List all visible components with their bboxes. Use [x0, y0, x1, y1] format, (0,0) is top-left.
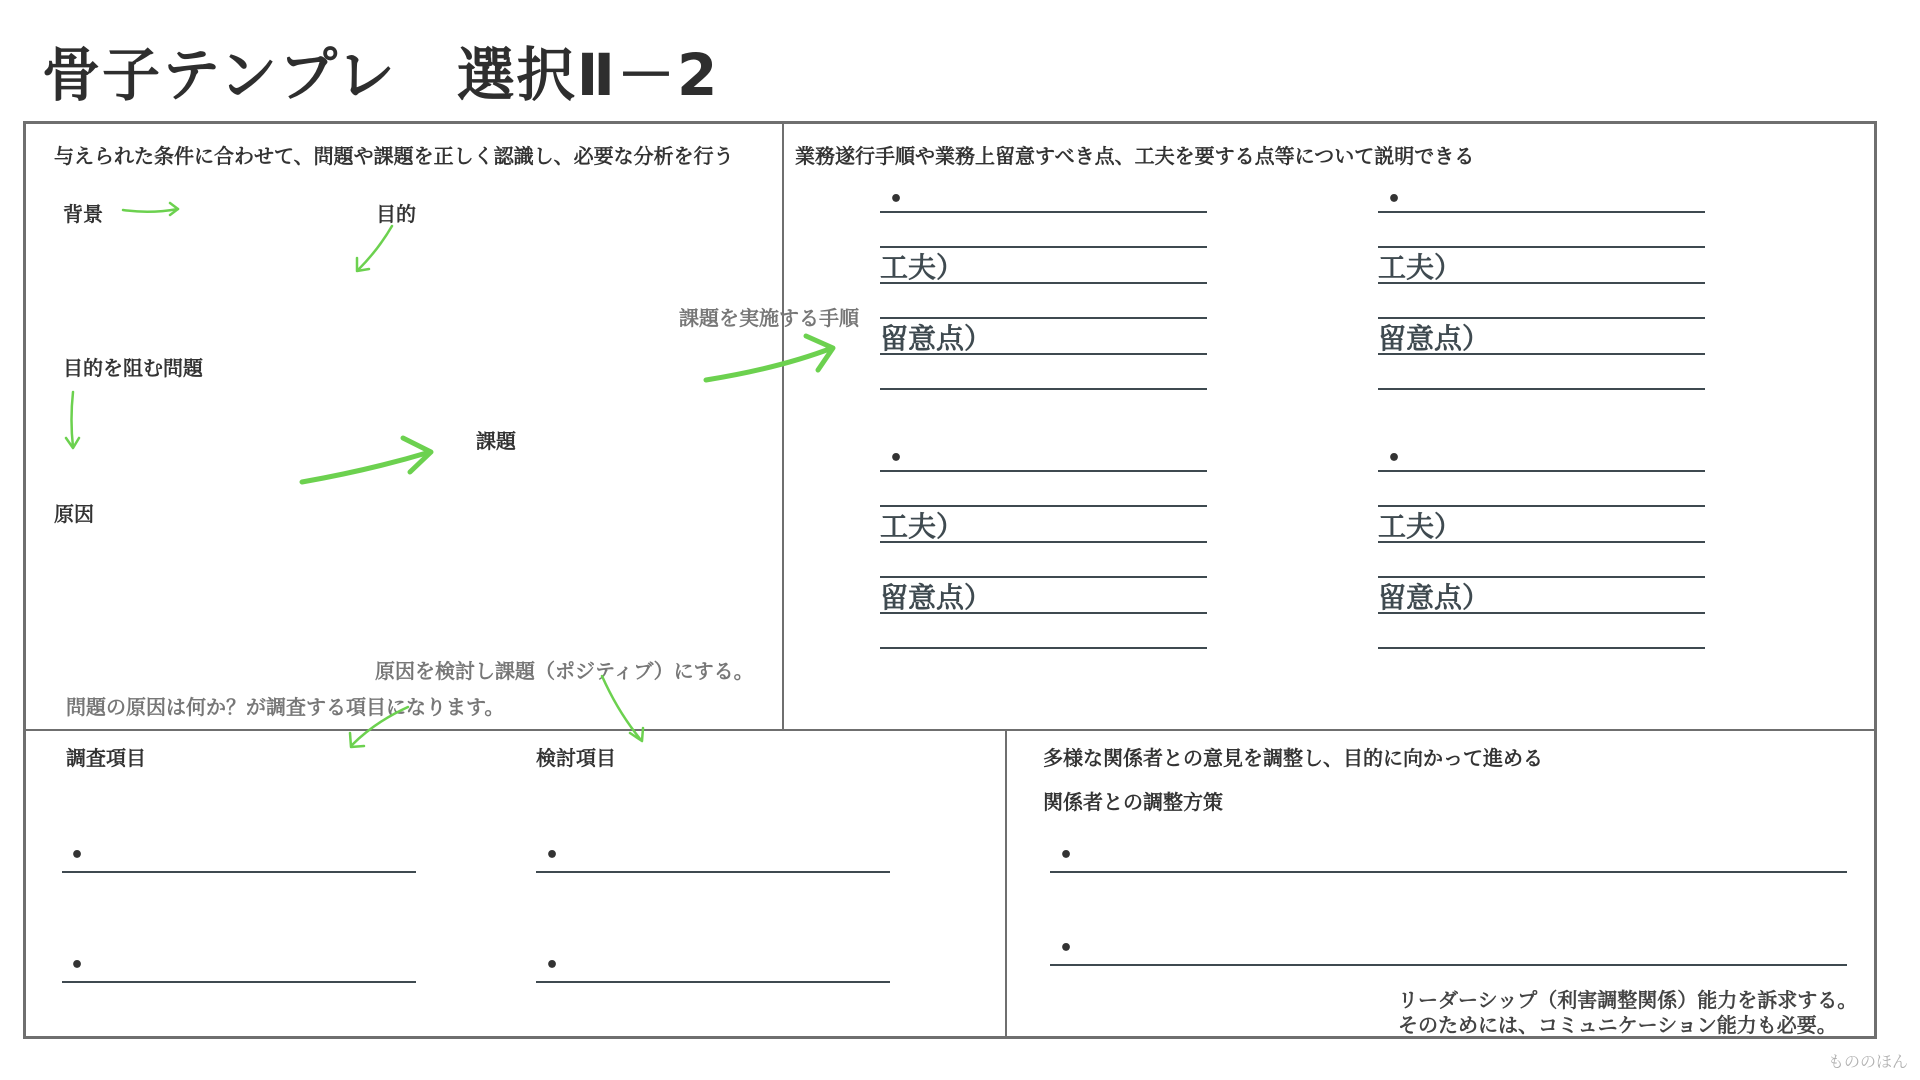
- procedure-block-4-ryuiten: 留意点）: [1378, 581, 1491, 614]
- investigation-bullet-1: •: [70, 843, 85, 868]
- procedure-block-4-line-2: [1378, 505, 1705, 507]
- procedure-block-3-line-6: [880, 647, 1207, 649]
- coordination-line-1: [1050, 871, 1847, 873]
- examination-bullet-2: •: [545, 953, 560, 978]
- procedure-block-4-line-5: [1378, 612, 1705, 614]
- procedure-block-1-kufu: 工夫）: [880, 251, 965, 284]
- examination-bullet-1: •: [545, 843, 560, 868]
- cause-to-issue-note: 原因を検討し課題（ポジティブ）にする。: [375, 659, 754, 683]
- coordination-line-2: [1050, 964, 1847, 966]
- procedure-block-3-line-3: [880, 541, 1207, 543]
- investigation-note: 問題の原因は何か？が調査する項目になります。: [66, 695, 505, 719]
- issue-procedure-note: 課題を実施する手順: [679, 306, 859, 330]
- procedure-block-1-line-2: [880, 246, 1207, 248]
- procedure-block-3-line-4: [880, 576, 1207, 578]
- procedure-block-2-line-6: [1378, 388, 1705, 390]
- procedure-block-2-ryuiten: 留意点）: [1378, 322, 1491, 355]
- procedure-block-1-line-3: [880, 282, 1207, 284]
- coordination-bullet-1: •: [1059, 843, 1074, 868]
- purpose-label: 目的: [376, 202, 416, 226]
- investigation-line-2: [62, 981, 416, 983]
- procedure-block-2-line-2: [1378, 246, 1705, 248]
- examination-label: 検討項目: [536, 746, 616, 770]
- procedure-block-3-line-1: [880, 470, 1207, 472]
- coordination-note-line-2: そのためには、コミュニケーション能力も必要。: [1398, 1013, 1837, 1037]
- procedure-block-4-kufu: 工夫）: [1378, 510, 1463, 543]
- procedure-block-4-line-4: [1378, 576, 1705, 578]
- procedure-block-1-line-6: [880, 388, 1207, 390]
- investigation-bullet-2: •: [70, 953, 85, 978]
- coordination-note-line-1: リーダーシップ（利害調整関係）能力を訴求する。: [1398, 988, 1858, 1012]
- coordination-header: 多様な関係者との意見を調整し、目的に向かって進める: [1043, 746, 1543, 770]
- coordination-sub-header: 関係者との調整方策: [1043, 790, 1223, 814]
- coordination-bullet-2: •: [1059, 936, 1074, 961]
- procedure-block-4-line-1: [1378, 470, 1705, 472]
- procedure-block-2-bullet: •: [1387, 187, 1402, 212]
- procedure-block-3-line-2: [880, 505, 1207, 507]
- background-label: 背景: [63, 202, 103, 226]
- procedure-block-1-line-1: [880, 211, 1207, 213]
- procedure-block-2-line-3: [1378, 282, 1705, 284]
- cause-label: 原因: [54, 502, 94, 526]
- procedure-block-3-line-5: [880, 612, 1207, 614]
- procedure-block-1-ryuiten: 留意点）: [880, 322, 993, 355]
- investigation-label: 調査項目: [66, 746, 146, 770]
- procedure-block-3-ryuiten: 留意点）: [880, 581, 993, 614]
- procedure-block-3-kufu: 工夫）: [880, 510, 965, 543]
- procedure-header: 業務遂行手順や業務上留意すべき点、工夫を要する点等について説明できる: [795, 144, 1475, 168]
- footer-credit: もののほん: [1827, 1052, 1908, 1071]
- examination-line-2: [536, 981, 890, 983]
- procedure-block-1-bullet: •: [889, 187, 904, 212]
- issue-label: 課題: [476, 429, 516, 453]
- problem-label: 目的を阻む問題: [63, 356, 203, 380]
- procedure-block-3-bullet: •: [889, 446, 904, 471]
- procedure-block-2-kufu: 工夫）: [1378, 251, 1463, 284]
- procedure-block-2-line-4: [1378, 317, 1705, 319]
- procedure-block-4-bullet: •: [1387, 446, 1402, 471]
- procedure-block-1-line-4: [880, 317, 1207, 319]
- procedure-block-2-line-1: [1378, 211, 1705, 213]
- procedure-block-4-line-6: [1378, 647, 1705, 649]
- page-title: 骨子テンプレ 選択Ⅱ－2: [42, 41, 720, 109]
- investigation-line-1: [62, 871, 416, 873]
- procedure-block-1-line-5: [880, 353, 1207, 355]
- analysis-header: 与えられた条件に合わせて、問題や課題を正しく認識し、必要な分析を行う: [54, 144, 734, 168]
- procedure-block-2-line-5: [1378, 353, 1705, 355]
- procedure-block-4-line-3: [1378, 541, 1705, 543]
- examination-line-1: [536, 871, 890, 873]
